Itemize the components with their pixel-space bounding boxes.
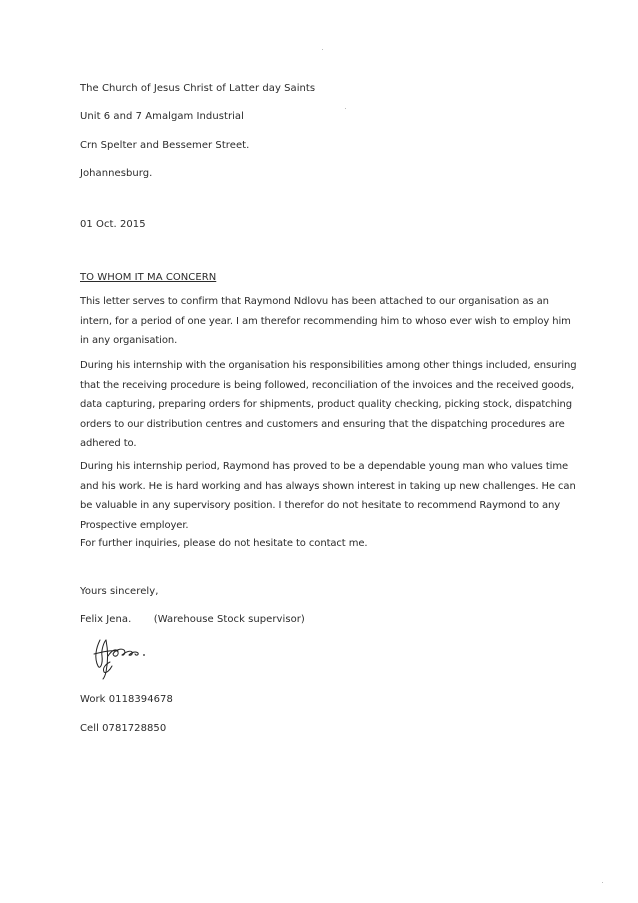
paragraph-inquiries (80, 534, 572, 554)
paragraph-line: This letter serves to confirm that Raymond Ndlovu has been attached to our organisation as an (80, 296, 549, 307)
address-line-church: The Church of Jesus Christ of Latter day Saints (80, 83, 316, 94)
scan-speck (322, 49, 323, 50)
scan-speck (602, 882, 603, 883)
signatory-title: (Warehouse Stock supervisor) (153, 614, 305, 625)
scan-speck (345, 108, 346, 109)
paragraph-line: adhered to. (80, 438, 137, 449)
paragraph-character (80, 457, 576, 535)
signatory-name: Felix Jena. (80, 614, 132, 625)
letter-heading: TO WHOM IT MA CONCERN (80, 272, 217, 283)
paragraph-line: During his internship with the organisation his responsibilities among other things included, ensuring (80, 360, 577, 371)
paragraph-line: orders to our distribution centres and customers and ensuring that the dispatching procedures are (80, 418, 565, 430)
address-line-street: Crn Spelter and Bessemer Street. (80, 140, 250, 151)
contact-cell: Cell 0781728850 (80, 723, 167, 734)
paragraph-line: During his internship period, Raymond has proved to be a dependable young man who values time (80, 461, 569, 472)
paragraph-line: Prospective employer. (80, 519, 189, 531)
closing-salutation: Yours sincerely, (80, 586, 159, 597)
contact-work: Work 0118394678 (80, 694, 173, 705)
paragraph-line: intern, for a period of one year. I am therefor recommending him to whoso ever wish to employ him (80, 315, 571, 327)
address-line-unit: Unit 6 and 7 Amalgam Industrial (80, 111, 244, 122)
paragraph-line: For further inquiries, please do not hesitate to contact me. (80, 538, 368, 549)
paragraph-line: and his work. He is hard working and has always shown interest in taking up new challenges. He can (80, 480, 576, 492)
paragraph-line: be valuable in any supervisory position. I therefor do not hesitate to recommend Raymond to any (80, 500, 561, 511)
paragraph-responsibilities (80, 356, 577, 454)
paragraph-line: that the receiving procedure is being followed, reconciliation of the invoices and the received goods, (80, 379, 575, 391)
signatory-line (80, 613, 305, 627)
address-line-city: Johannesburg. (80, 168, 153, 179)
paragraph-line: in any organisation. (80, 335, 178, 346)
letter-date: 01 Oct. 2015 (80, 219, 146, 230)
signature-icon (86, 634, 166, 680)
paragraph-line: data capturing, preparing orders for shipments, product quality checking, picking stock, dispatching (80, 399, 572, 410)
paragraph-confirmation (80, 292, 572, 351)
